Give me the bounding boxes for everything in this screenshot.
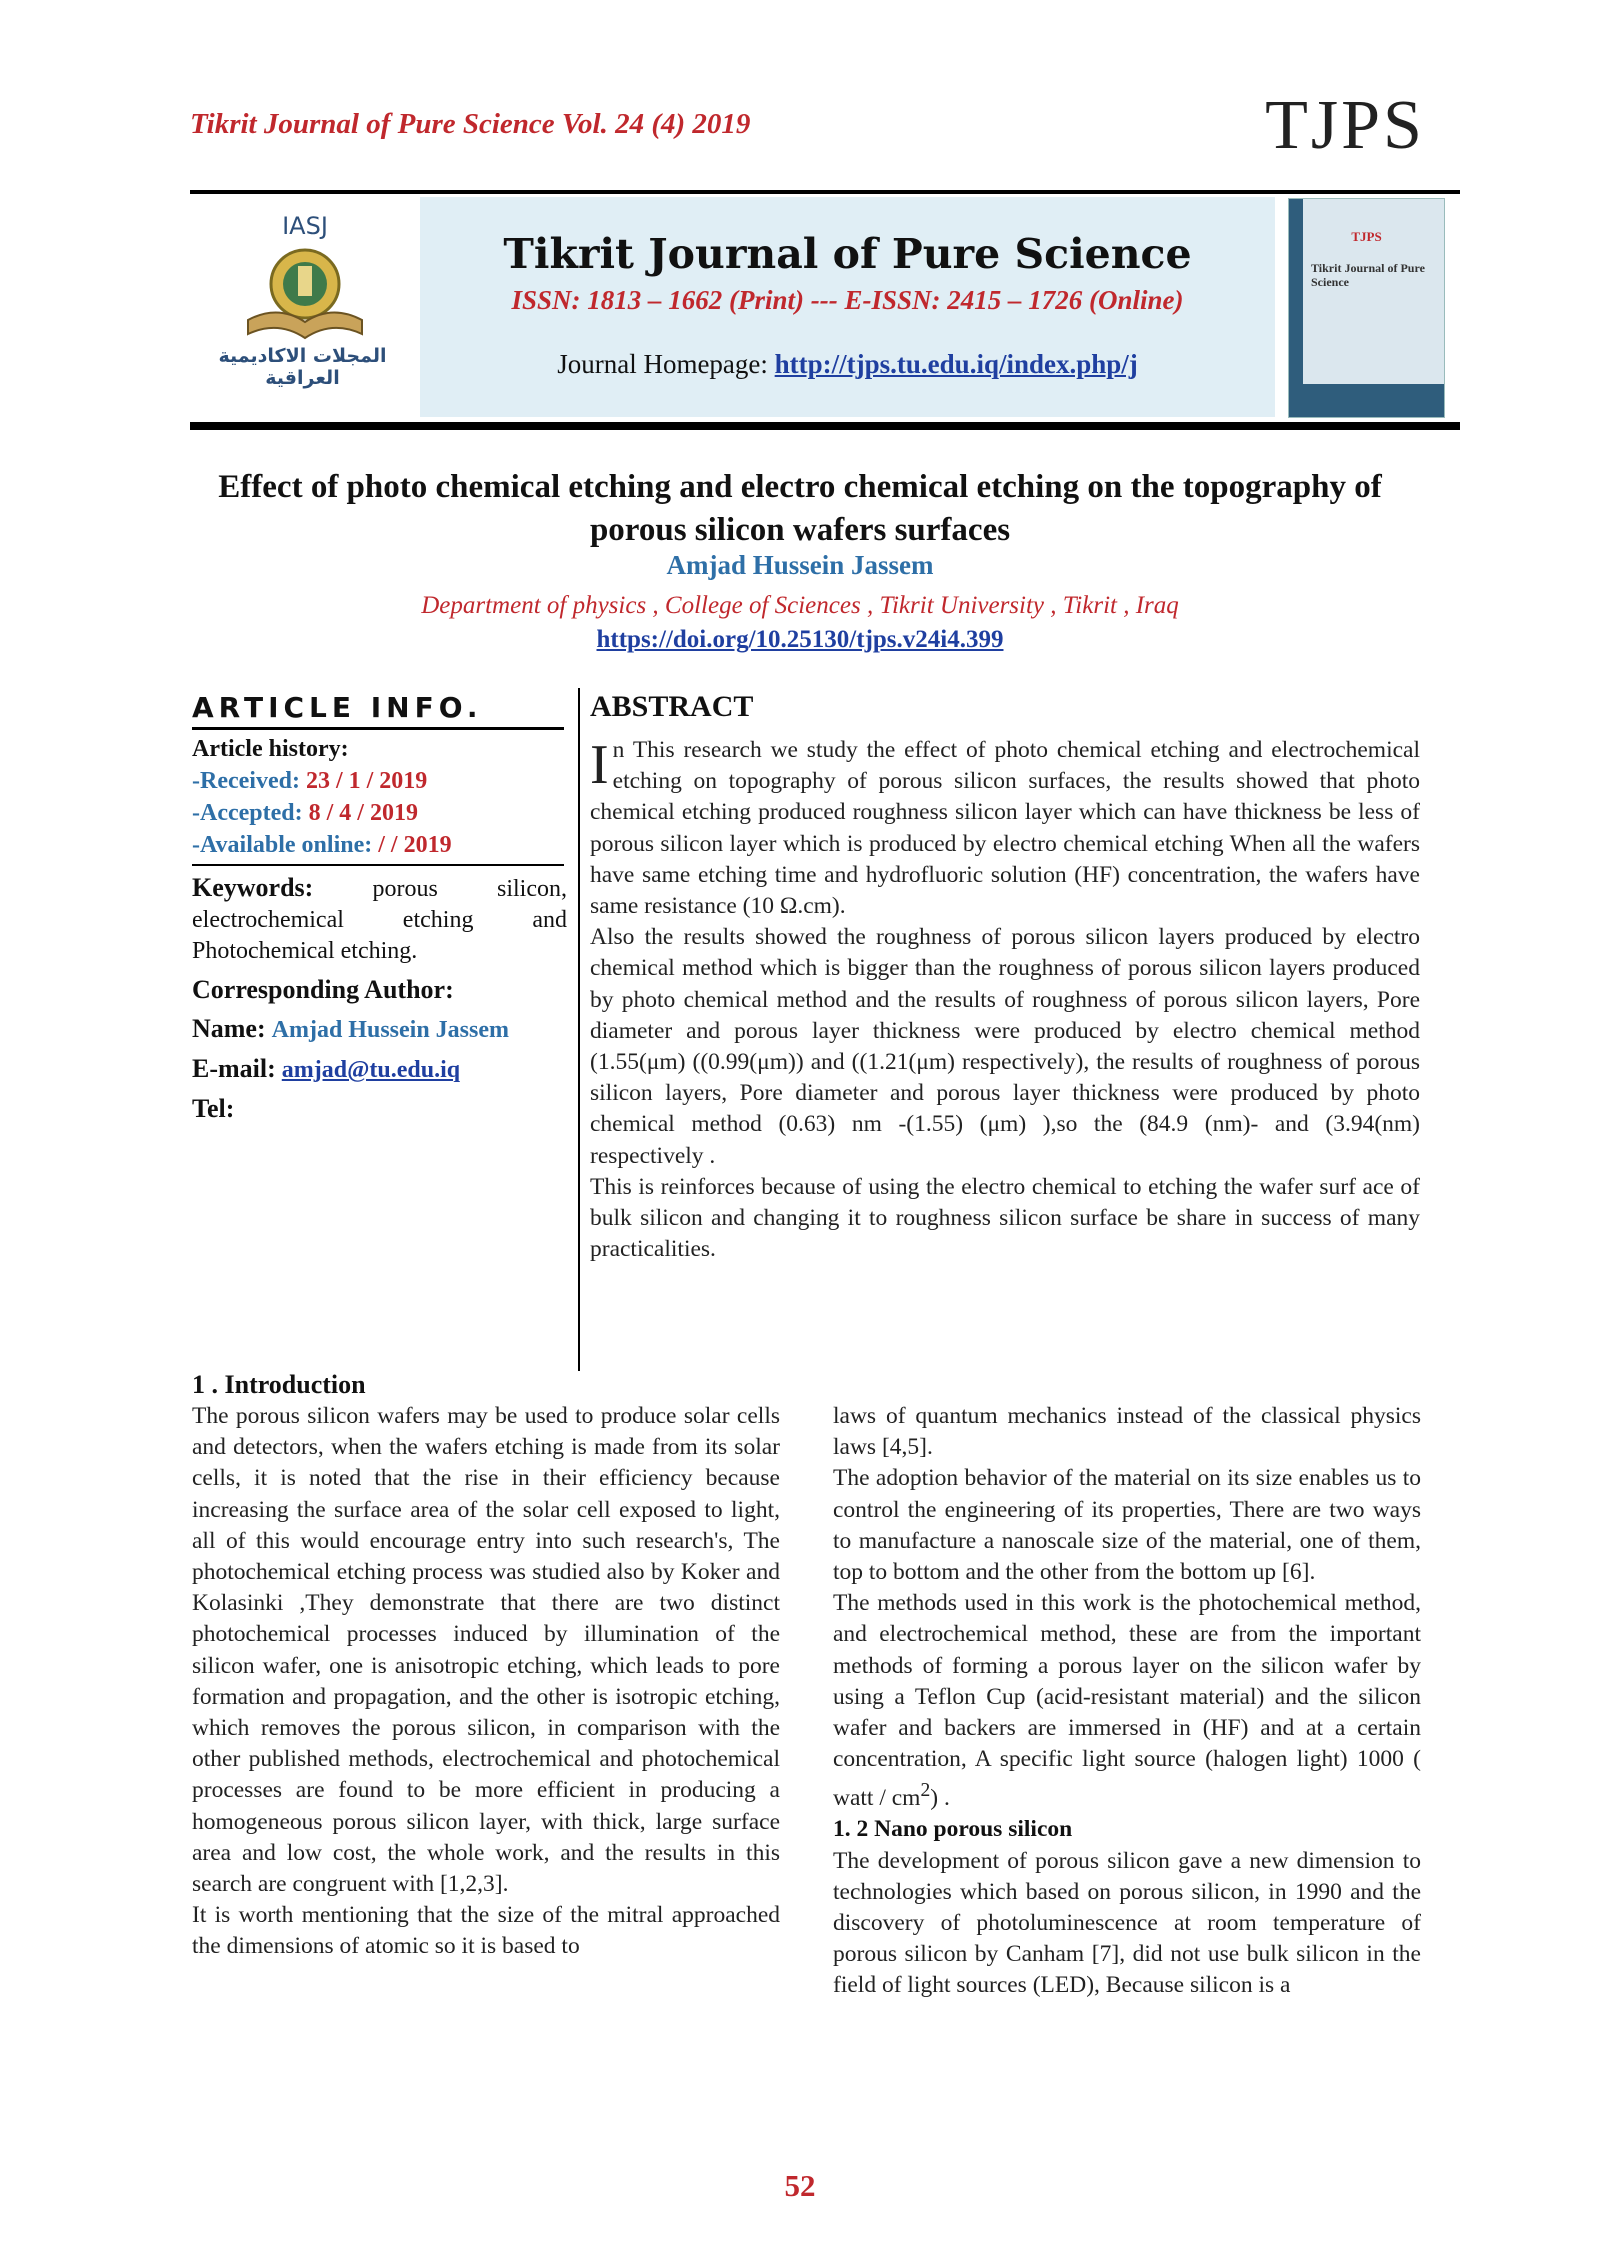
email-label: E-mail: — [192, 1054, 276, 1083]
author-name-row — [192, 1013, 567, 1046]
abstract-text — [590, 735, 1420, 1265]
abstract-dropcap: I — [590, 734, 609, 796]
intro-paragraph-1: The porous silicon wafers may be used to produce solar cells and detectors, when the wafers etching is made from its solar cells, it is noted that the rise in their efficiency because increasing the surface area of the solar cell exposed to light, all of this would encourage entry into such research's, The photochemical etching process was studied also by Koker and Kolasinki ,They demonstrate that there are two distinct photochemical processes induced by illumination of the silicon wafer, one is anisotropic etching, which leads to pore formation and propagation, and the other is isotropic etching, which removes the porous silicon, in comparison with the other published methods, electrochemical and photochemical processes are found to be more efficient in producing a homogeneous porous silicon layer, with thick, large surface area and low cost, the whole work, and the results in this search are congruent with [1,2,3]. — [192, 1403, 780, 1898]
name-value: Amjad Hussein Jassem — [271, 1017, 509, 1043]
journal-cover-thumbnail — [1288, 198, 1445, 418]
article-info-rule — [192, 727, 564, 730]
article-history-label: Article history: — [192, 736, 349, 762]
corresponding-author-label: Corresponding Author: — [192, 975, 454, 1004]
abstract-paragraph-2: Also the results showed the roughness of porous silicon layers produced by electro chemical method which is bigger than the roughness of porous silicon layers produced by photo chemical method and the results of roughness of porous silicon layers, Pore diameter and porous layer thickness were produced by electro chemical method (1.55(μm) ((0.99(μm)) and ((1.21(μm) respectively), the results of roughness of porous silicon layers, Pore diameter and porous layer thickness were produced by photo chemical method (0.63) nm -(1.55) (μm) ),so the (84.9 (nm)- and (3.94(nm) respectively . — [590, 924, 1420, 1169]
accepted-row — [192, 797, 567, 829]
body-column-right — [833, 1401, 1421, 2002]
article-info-heading: ARTICLE INFO. — [192, 691, 483, 724]
abstract-heading: ABSTRACT — [590, 690, 754, 723]
received-date: 23 / 1 / 2019 — [305, 768, 428, 794]
name-label: Name: — [192, 1014, 266, 1043]
banner-bottom-rule — [190, 422, 1460, 430]
article-title: Effect of photo chemical etching and electro chemical etching on the topography of porous silicon wafers surfaces — [218, 469, 1382, 548]
intro-paragraph-5 — [833, 1588, 1421, 1814]
article-info-panel — [192, 692, 567, 1125]
accepted-date: 8 / 4 / 2019 — [308, 800, 418, 826]
homepage-label: Journal Homepage: — [557, 349, 768, 379]
subsection-heading-nano-porous-silicon: 1. 2 Nano porous silicon — [833, 1816, 1073, 1843]
doi-link[interactable]: https://doi.org/10.25130/tjps.v24i4.399 — [596, 626, 1004, 653]
abstract-paragraph-1: n This research we study the effect of photo chemical etching and electrochemical etching on topography of porous silicon surfaces, the results showed that photo chemical etching produced roughness silicon layer which can have thickness be less of porous silicon layer which is produced by electro chemical etching When all the wafers have same etching time and hydrofluoric solution (HF) concentration, the wafers have same resistance (10 Ω.cm). — [590, 737, 1420, 920]
keywords-value: porous silicon, electrochemical etching and Photochemical etching. — [192, 876, 567, 964]
keywords — [192, 872, 567, 967]
available-date: / / 2019 — [378, 832, 452, 858]
article-doi — [200, 626, 1400, 654]
journal-brand: TJPS — [1265, 87, 1425, 164]
cover-bottom-band — [1303, 384, 1444, 417]
accepted-label: -Accepted: — [192, 800, 303, 826]
intro-paragraph-3: laws of quantum mechanics instead of the classical physics laws [4,5]. — [833, 1403, 1421, 1461]
abstract-paragraph-3: This is reinforces because of using the electro chemical to etching the wafer surf ace of bulk silicon and changing it to roughness silicon surface be share in success of many practicalities. — [590, 1173, 1420, 1263]
article-author: Amjad Hussein Jassem — [666, 550, 934, 580]
available-row — [192, 829, 567, 861]
received-row — [192, 765, 567, 797]
journal-name: Tikrit Journal of Pure Science — [503, 230, 1192, 278]
iasj-emblem-icon — [240, 242, 370, 342]
journal-homepage — [420, 349, 1275, 380]
section-heading-introduction: 1 . Introduction — [192, 1370, 366, 1399]
received-label: -Received: — [192, 768, 300, 794]
homepage-link[interactable]: http://tjps.tu.edu.iq/index.php/j — [774, 349, 1138, 379]
body-column-left — [192, 1401, 780, 1963]
keywords-label: Keywords: — [192, 873, 314, 902]
cover-journal-name: Tikrit Journal of Pure Science — [1311, 261, 1425, 289]
available-label: -Available online: — [192, 832, 373, 858]
iasj-logo — [195, 212, 410, 392]
superscript-2: 2 — [920, 1780, 931, 1802]
tel-label: Tel: — [192, 1094, 235, 1123]
article-history-rule — [192, 864, 564, 866]
cover-title: TJPS — [1351, 229, 1382, 244]
email-link[interactable]: amjad@tu.edu.iq — [281, 1057, 461, 1083]
intro-paragraph-4: The adoption behavior of the material on its size enables us to control the engineering of its properties, There are two ways to manufacture a nanoscale size of the material, one of them, top to bottom and the other from the bottom up [6]. — [833, 1465, 1421, 1586]
running-head: Tikrit Journal of Pure Science Vol. 24 (4) 2019 — [190, 108, 751, 140]
intro-paragraph-5-end: ) . — [930, 1785, 950, 1812]
nano-paragraph-1: The development of porous silicon gave a new dimension to technologies which based on porous silicon, in 1990 and the discovery of photoluminescence at room temperature of porous silicon by Canham [7], did not use bulk silicon in the field of light sources (LED), Because silicon is a — [833, 1847, 1421, 1999]
abstract-paragraph — [590, 735, 1420, 922]
intro-paragraph-2: It is worth mentioning that the size of the mitral approached the dimensions of atomic so it is based to — [192, 1902, 780, 1960]
issn-line: ISSN: 1813 – 1662 (Print) --- E-ISSN: 2415 – 1726 (Online) — [511, 285, 1184, 315]
email-row — [192, 1053, 567, 1086]
banner-top-rule — [190, 190, 1460, 194]
author-affiliation: Department of physics , College of Sciences , Tikrit University , Tikrit , Iraq — [421, 592, 1179, 619]
column-divider — [578, 688, 580, 1371]
iasj-logo-arabic: المجلات الاكاديمية العراقية — [218, 345, 387, 389]
intro-paragraph-5-text: The methods used in this work is the photochemical method, and electrochemical method, these are from the important methods of forming a porous layer on the silicon wafer by using a Teflon Cup (acid-resistant material) and the silicon wafer and backers are immersed in (HF) and at a certain concentration, A specific light source (halogen light) 1000 ( watt / cm — [833, 1590, 1421, 1812]
iasj-logo-label: IASJ — [282, 212, 328, 240]
page-number: 52 — [784, 2168, 816, 2203]
